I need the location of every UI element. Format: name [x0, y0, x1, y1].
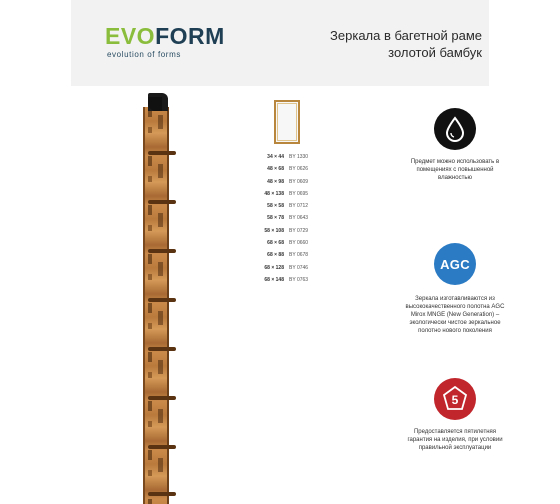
- page-title: Зеркала в багетной раме золотой бамбук: [330, 28, 482, 60]
- size-row: [252, 151, 322, 163]
- water-drop-icon: [434, 108, 476, 150]
- size-dimensions: 48 × 68: [267, 166, 284, 173]
- size-row: [252, 176, 322, 188]
- size-row: [252, 225, 322, 237]
- size-row: [252, 262, 322, 274]
- evoform-logo[interactable]: [105, 23, 225, 59]
- bamboo-node: [148, 445, 176, 449]
- size-row: [252, 212, 322, 224]
- bamboo-node: [148, 396, 176, 400]
- size-article-code: BY 0712: [289, 203, 309, 210]
- logo-wordmark: EVOFORM: [105, 23, 225, 49]
- size-row: [252, 163, 322, 175]
- size-dimensions: 58 × 108: [264, 227, 284, 234]
- bamboo-frame-sample: [138, 93, 172, 504]
- size-row: [252, 188, 322, 200]
- size-row: [252, 274, 322, 286]
- size-article-code: BY 0763: [289, 276, 309, 283]
- size-article-code: BY 0609: [289, 178, 309, 185]
- frame-profile-strip: [143, 107, 169, 504]
- size-row: [252, 237, 322, 249]
- mirror-thumbnail: [274, 100, 300, 144]
- size-dimensions: 48 × 138: [264, 190, 284, 197]
- size-list: [252, 151, 322, 286]
- size-dimensions: 58 × 78: [267, 215, 284, 222]
- frame-cross-section: [148, 93, 168, 111]
- size-article-code: BY 0746: [289, 264, 309, 271]
- bamboo-node: [148, 347, 176, 351]
- size-article-code: BY 0626: [289, 166, 309, 173]
- bamboo-node: [148, 249, 176, 253]
- bamboo-node: [148, 151, 176, 155]
- size-dimensions: 68 × 68: [267, 240, 284, 247]
- logo-tagline: evolution of forms: [107, 50, 181, 59]
- size-article-code: BY 0729: [289, 227, 309, 234]
- size-row: [252, 249, 322, 261]
- size-article-code: BY 1330: [289, 154, 309, 160]
- size-article-code: BY 0643: [289, 215, 309, 222]
- bamboo-node: [148, 492, 176, 496]
- size-dimensions: 68 × 148: [264, 276, 284, 283]
- svg-text:5: 5: [451, 393, 459, 407]
- agc-text: Зеркала изготавливаются из высококачественного полотна AGC Mirox MNGE (New Generation) – экологически чистое зеркальное полотно нового поколения: [405, 296, 505, 334]
- size-row: [252, 200, 322, 212]
- agc-badge-icon: AGC: [434, 243, 476, 285]
- size-article-code: BY 0678: [289, 252, 309, 259]
- size-dimensions: 68 × 88: [267, 252, 284, 259]
- size-dimensions: 34 × 44: [267, 154, 284, 160]
- size-article-code: BY 0695: [289, 190, 309, 197]
- size-dimensions: 58 × 58: [267, 203, 284, 210]
- size-dimensions: 68 × 128: [264, 264, 284, 271]
- feature-agc: [404, 243, 506, 335]
- warranty-text: Предоставляется пятилетняя гарантия на изделия, при условии правильной эксплуатации: [407, 429, 503, 451]
- feature-humidity: [404, 108, 506, 182]
- warranty-5-icon: [434, 378, 476, 420]
- feature-warranty: [404, 378, 506, 452]
- size-dimensions: 48 × 98: [267, 178, 284, 185]
- humidity-text: Предмет можно использовать в помещениях с повышенной влажностью: [410, 159, 500, 181]
- bamboo-node: [148, 200, 176, 204]
- bamboo-node: [148, 298, 176, 302]
- size-article-code: BY 0660: [289, 240, 309, 247]
